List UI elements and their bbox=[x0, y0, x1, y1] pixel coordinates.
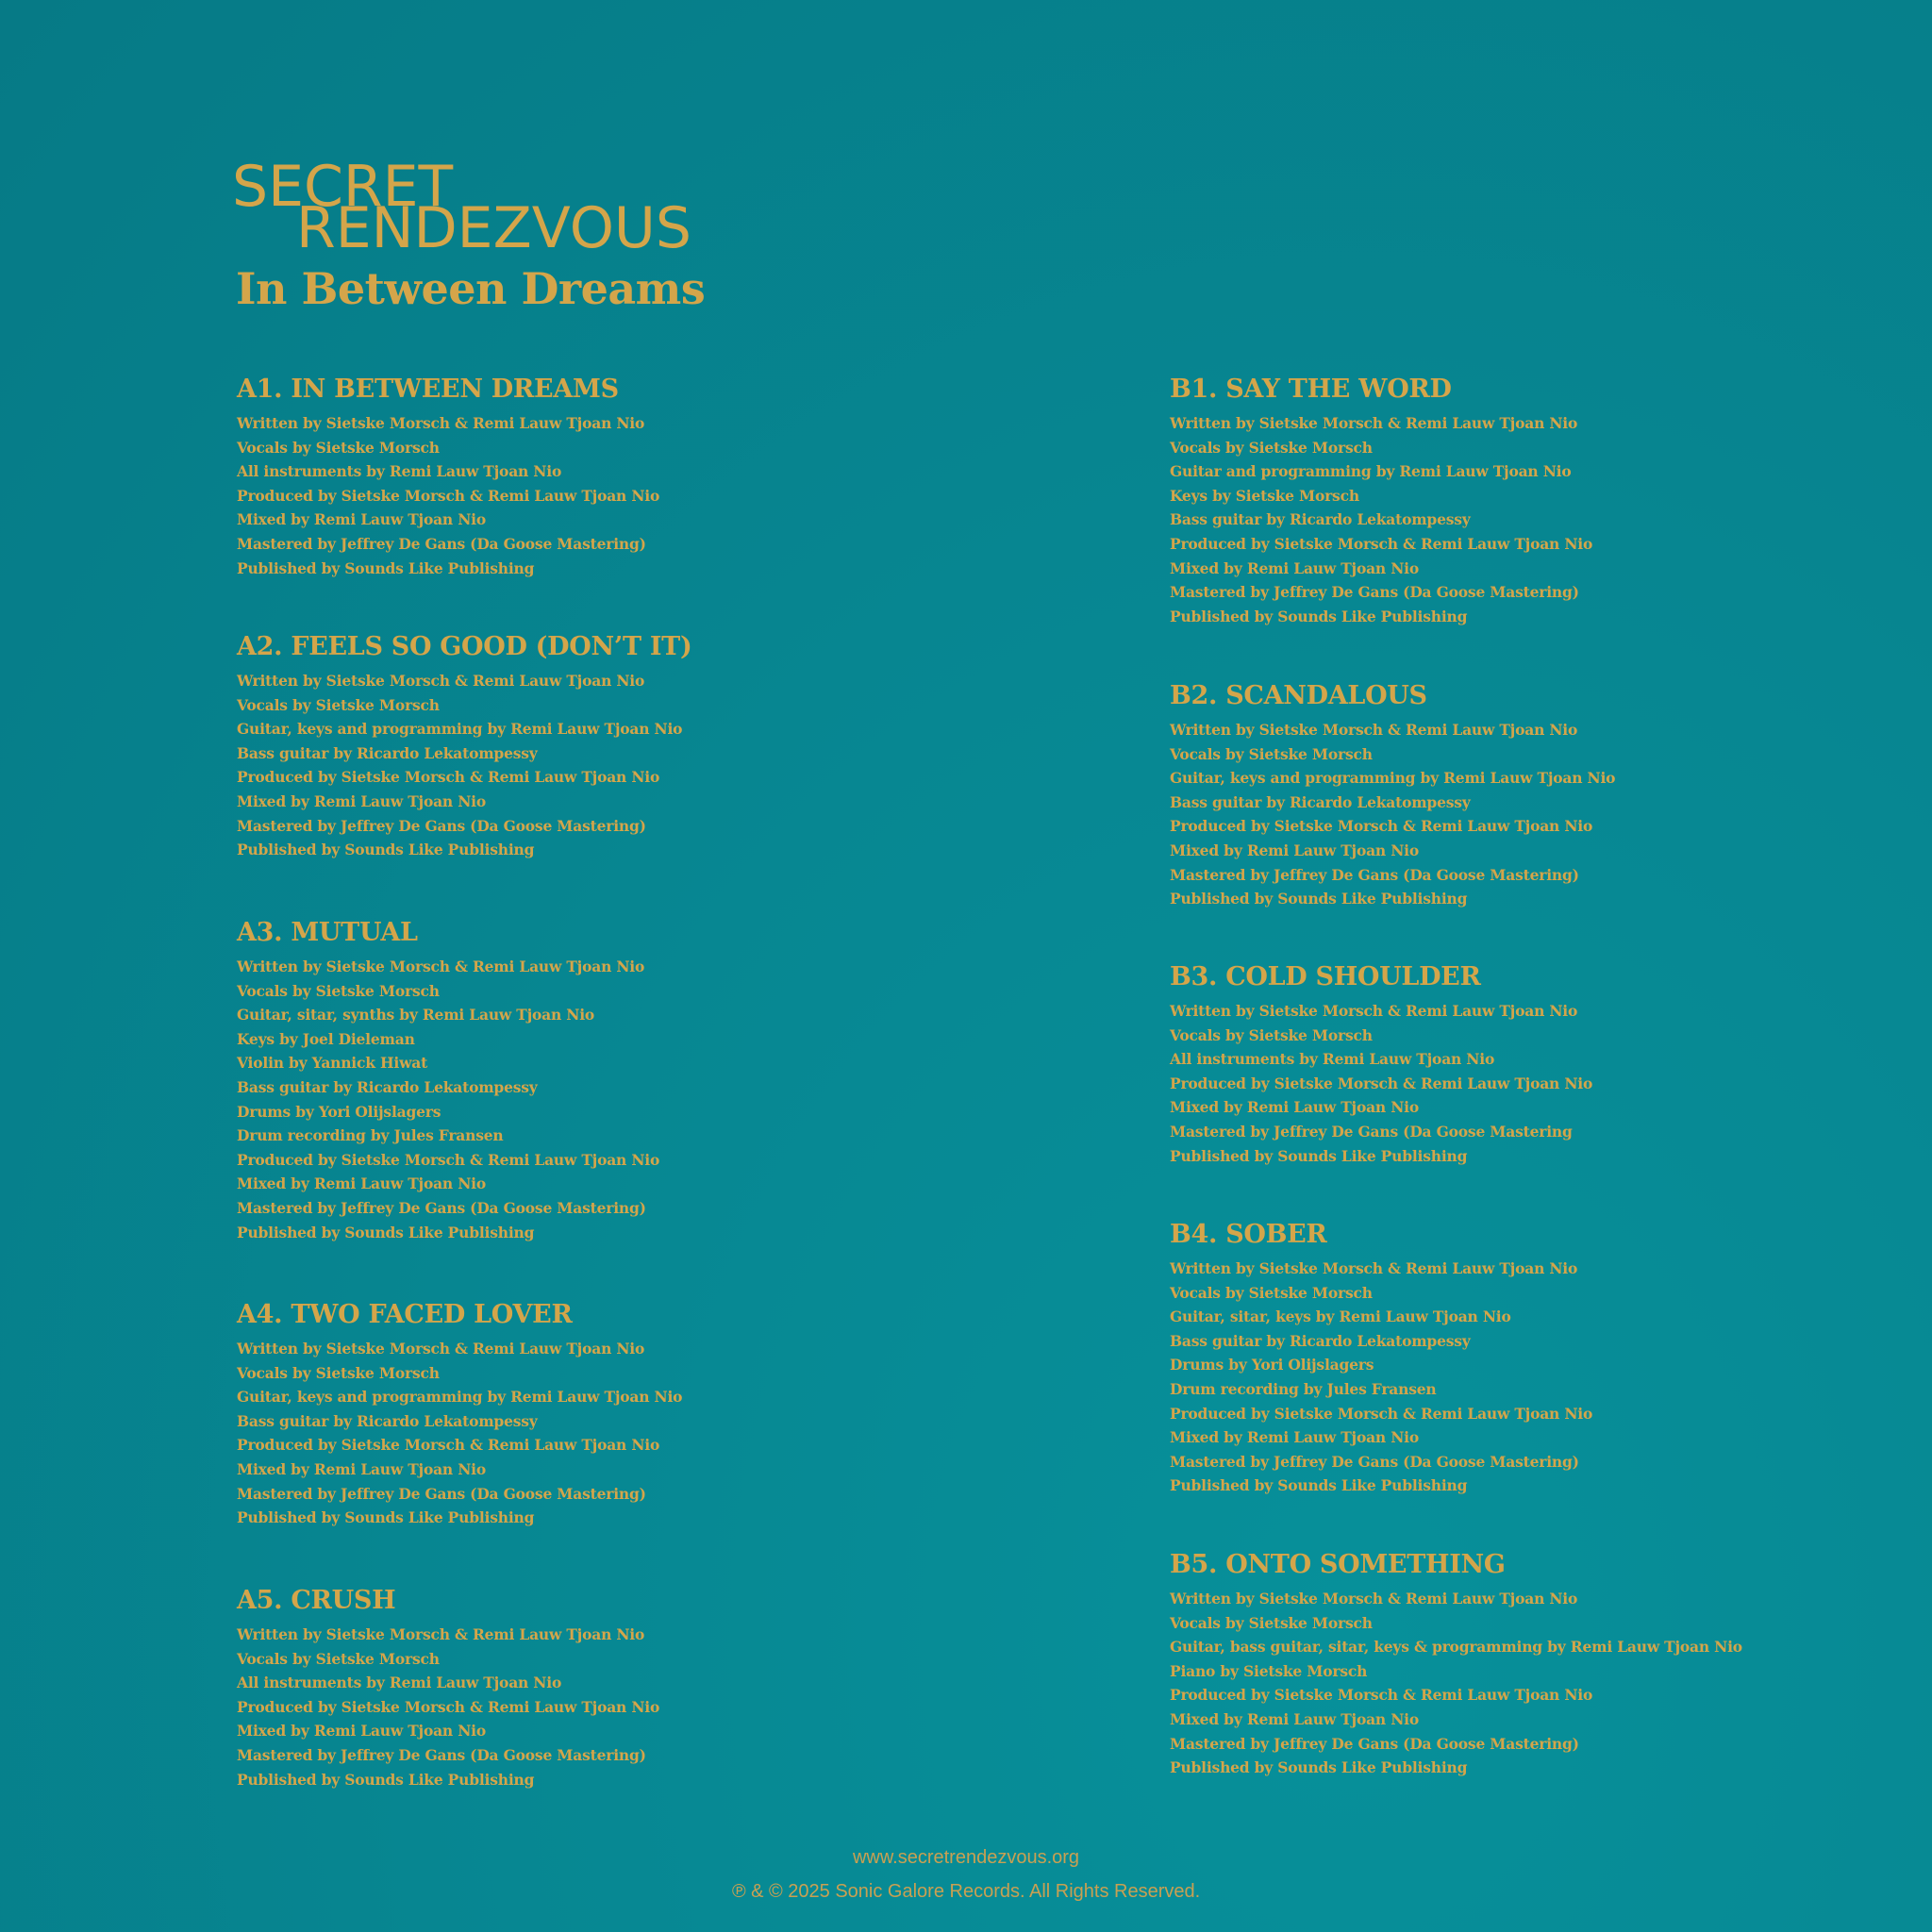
track-credit: Keys by Joel Dieleman bbox=[237, 1029, 415, 1048]
logo-line-secret: SECRET bbox=[232, 154, 454, 220]
track-credit: Guitar, sitar, keys by Remi Lauw Tjoan Nio bbox=[1170, 1307, 1511, 1326]
track-credit: Produced by Sietske Morsch & Remi Lauw Tjoan Nio bbox=[1170, 1074, 1593, 1092]
track-credit: Guitar, keys and programming by Remi Lauw Tjoan Nio bbox=[237, 720, 683, 739]
track-credit: Vocals by Sietske Morsch bbox=[1170, 1025, 1373, 1044]
track-credit: Written by Sietske Morsch & Remi Lauw Tjoan Nio bbox=[1170, 414, 1578, 432]
track-credit: Vocals by Sietske Morsch bbox=[237, 1363, 440, 1382]
track-credit: Published by Sounds Like Publishing bbox=[237, 1770, 535, 1789]
track-credit: Written by Sietske Morsch & Remi Lauw Tjoan Nio bbox=[1170, 1002, 1578, 1020]
track-credit: Published by Sounds Like Publishing bbox=[1170, 1758, 1468, 1777]
band-logo bbox=[232, 154, 723, 262]
track-credit: Published by Sounds Like Publishing bbox=[1170, 1146, 1468, 1165]
track-credit: Produced by Sietske Morsch & Remi Lauw Tjoan Nio bbox=[1170, 1686, 1593, 1705]
track-credit: Published by Sounds Like Publishing bbox=[1170, 890, 1468, 908]
track-credit: Written by Sietske Morsch & Remi Lauw Tjoan Nio bbox=[237, 958, 645, 975]
album-title: In Between Dreams bbox=[236, 263, 706, 314]
track-credit: Produced by Sietske Morsch & Remi Lauw Tjoan Nio bbox=[237, 486, 660, 505]
track-credit: Bass guitar by Ricardo Lekatompessy bbox=[237, 1077, 538, 1096]
track-title: A1. IN BETWEEN DREAMS bbox=[237, 375, 619, 404]
track-credit: Produced by Sietske Morsch & Remi Lauw Tjoan Nio bbox=[1170, 817, 1593, 836]
track-credit: Mixed by Remi Lauw Tjoan Nio bbox=[237, 1722, 486, 1740]
track-credit: All instruments by Remi Lauw Tjoan Nio bbox=[237, 1674, 562, 1692]
track-block bbox=[237, 1299, 682, 1530]
track-credit: Written by Sietske Morsch & Remi Lauw Tjoan Nio bbox=[1170, 721, 1578, 739]
track-credit: Mixed by Remi Lauw Tjoan Nio bbox=[1170, 558, 1419, 577]
track-credit: Mastered by Jeffrey De Gans (Da Goose Mastering) bbox=[237, 534, 646, 553]
copyright-notice: ℗ & © 2025 Sonic Galore Records. All Rights Reserved. bbox=[731, 1881, 1201, 1902]
track-credit: Produced by Sietske Morsch & Remi Lauw Tjoan Nio bbox=[237, 1697, 660, 1716]
track-credit: Drum recording by Jules Fransen bbox=[1170, 1379, 1437, 1398]
track-block bbox=[1170, 1549, 1742, 1780]
track-title: B3. COLD SHOULDER bbox=[1170, 962, 1481, 991]
track-block bbox=[1170, 1219, 1592, 1498]
track-credit: All instruments by Remi Lauw Tjoan Nio bbox=[1170, 1050, 1495, 1069]
track-credit: Produced by Sietske Morsch & Remi Lauw Tjoan Nio bbox=[237, 1150, 660, 1169]
track-credit: Published by Sounds Like Publishing bbox=[1170, 607, 1468, 625]
track-credit: Mastered by Jeffrey De Gans (Da Goose Mastering) bbox=[237, 1198, 646, 1217]
track-credit: Mixed by Remi Lauw Tjoan Nio bbox=[237, 1174, 486, 1193]
track-credit: Mixed by Remi Lauw Tjoan Nio bbox=[1170, 1098, 1419, 1117]
track-title: B4. SOBER bbox=[1170, 1220, 1327, 1249]
track-credit: Mastered by Jeffrey De Gans (Da Goose Mastering) bbox=[237, 816, 646, 835]
track-credit: Mastered by Jeffrey De Gans (Da Goose Mastering) bbox=[237, 1745, 646, 1764]
track-credit: Mixed by Remi Lauw Tjoan Nio bbox=[1170, 1428, 1419, 1447]
track-credit: Violin by Yannick Hiwat bbox=[237, 1054, 428, 1073]
track-credit: Written by Sietske Morsch & Remi Lauw Tjoan Nio bbox=[237, 1340, 645, 1357]
track-credit: Bass guitar by Ricardo Lekatompessy bbox=[1170, 792, 1471, 811]
track-credit: Bass guitar by Ricardo Lekatompessy bbox=[237, 743, 538, 762]
track-credit: Guitar, sitar, synths by Remi Lauw Tjoan Nio bbox=[237, 1006, 595, 1024]
track-credit: Guitar, keys and programming by Remi Lauw Tjoan Nio bbox=[1170, 769, 1616, 788]
track-credit: Piano by Sietske Morsch bbox=[1170, 1661, 1368, 1680]
track-credit: Written by Sietske Morsch & Remi Lauw Tjoan Nio bbox=[237, 1625, 645, 1643]
track-credit: Drums by Yori Olijslagers bbox=[237, 1102, 441, 1121]
track-credit: Written by Sietske Morsch & Remi Lauw Tjoan Nio bbox=[237, 414, 645, 432]
track-credit: Written by Sietske Morsch & Remi Lauw Tjoan Nio bbox=[1170, 1259, 1578, 1277]
track-title: A5. CRUSH bbox=[237, 1586, 396, 1615]
track-credit: Produced by Sietske Morsch & Remi Lauw Tjoan Nio bbox=[1170, 534, 1593, 553]
track-title: B5. ONTO SOMETHING bbox=[1170, 1550, 1506, 1579]
track-credit: Mixed by Remi Lauw Tjoan Nio bbox=[237, 510, 486, 529]
track-block bbox=[237, 1585, 659, 1791]
track-credit: Mastered by Jeffrey De Gans (Da Goose Mastering) bbox=[1170, 1452, 1579, 1471]
track-credit: Mixed by Remi Lauw Tjoan Nio bbox=[1170, 1709, 1419, 1728]
track-credit: Vocals by Sietske Morsch bbox=[237, 1649, 440, 1668]
track-block bbox=[1170, 374, 1592, 628]
track-credit: Mastered by Jeffrey De Gans (Da Goose Mastering) bbox=[1170, 1734, 1579, 1753]
track-credit: Vocals by Sietske Morsch bbox=[1170, 438, 1373, 457]
track-block bbox=[237, 374, 659, 580]
track-credit: Published by Sounds Like Publishing bbox=[237, 1508, 535, 1527]
track-credit: Bass guitar by Ricardo Lekatompessy bbox=[1170, 510, 1471, 529]
track-credit: Mastered by Jeffrey De Gans (Da Goose Mastering) bbox=[1170, 865, 1579, 884]
track-credit: Mastered by Jeffrey De Gans (Da Goose Mastering) bbox=[1170, 583, 1579, 602]
track-credit: Published by Sounds Like Publishing bbox=[237, 558, 535, 577]
track-credit: Drum recording by Jules Fransen bbox=[237, 1126, 504, 1145]
track-credit: Produced by Sietske Morsch & Remi Lauw Tjoan Nio bbox=[237, 1436, 660, 1455]
track-credit: Mastered by Jeffrey De Gans (Da Goose Mastering bbox=[1170, 1122, 1573, 1141]
track-credit: Published by Sounds Like Publishing bbox=[1170, 1476, 1468, 1495]
track-block bbox=[237, 631, 691, 862]
track-credit: Mixed by Remi Lauw Tjoan Nio bbox=[1170, 841, 1419, 859]
track-credit: Vocals by Sietske Morsch bbox=[237, 981, 440, 1000]
website-url: www.secretrendezvous.org bbox=[852, 1847, 1080, 1868]
track-credit: Produced by Sietske Morsch & Remi Lauw Tjoan Nio bbox=[1170, 1404, 1593, 1423]
track-credit: Vocals by Sietske Morsch bbox=[237, 695, 440, 714]
track-credit: Vocals by Sietske Morsch bbox=[1170, 1283, 1373, 1302]
track-credit: Bass guitar by Ricardo Lekatompessy bbox=[237, 1411, 538, 1430]
track-title: B2. SCANDALOUS bbox=[1170, 681, 1427, 710]
track-block bbox=[1170, 680, 1615, 911]
track-credit: Bass guitar by Ricardo Lekatompessy bbox=[1170, 1331, 1471, 1350]
track-credit: Written by Sietske Morsch & Remi Lauw Tjoan Nio bbox=[237, 672, 645, 690]
track-credit: Drums by Yori Olijslagers bbox=[1170, 1356, 1374, 1374]
track-credit: Vocals by Sietske Morsch bbox=[1170, 1613, 1373, 1632]
track-title: A2. FEELS SO GOOD (DON’T IT) bbox=[237, 632, 692, 661]
track-credit: Mixed by Remi Lauw Tjoan Nio bbox=[237, 791, 486, 810]
track-credit: Published by Sounds Like Publishing bbox=[237, 841, 535, 859]
track-title: B1. SAY THE WORD bbox=[1170, 375, 1452, 404]
track-block bbox=[237, 917, 659, 1244]
track-credit: Guitar and programming by Remi Lauw Tjoan Nio bbox=[1170, 462, 1572, 481]
track-credit: Written by Sietske Morsch & Remi Lauw Tjoan Nio bbox=[1170, 1590, 1578, 1607]
track-credit: Keys by Sietske Morsch bbox=[1170, 486, 1359, 505]
track-credit: Produced by Sietske Morsch & Remi Lauw Tjoan Nio bbox=[237, 768, 660, 787]
track-credit: Published by Sounds Like Publishing bbox=[237, 1223, 535, 1241]
track-credit: Mixed by Remi Lauw Tjoan Nio bbox=[237, 1459, 486, 1478]
logo-line-rendezvous: RENDEZVOUS bbox=[296, 195, 691, 261]
track-credit: Vocals by Sietske Morsch bbox=[237, 438, 440, 457]
track-block bbox=[1170, 961, 1592, 1168]
track-credit: All instruments by Remi Lauw Tjoan Nio bbox=[237, 462, 562, 481]
track-credit: Mastered by Jeffrey De Gans (Da Goose Mastering) bbox=[237, 1484, 646, 1503]
track-credit: Guitar, keys and programming by Remi Lauw Tjoan Nio bbox=[237, 1388, 683, 1407]
track-title: A3. MUTUAL bbox=[237, 918, 418, 947]
track-credit: Vocals by Sietske Morsch bbox=[1170, 744, 1373, 763]
track-title: A4. TWO FACED LOVER bbox=[237, 1300, 573, 1329]
track-credit: Guitar, bass guitar, sitar, keys & programming by Remi Lauw Tjoan Nio bbox=[1170, 1638, 1742, 1657]
